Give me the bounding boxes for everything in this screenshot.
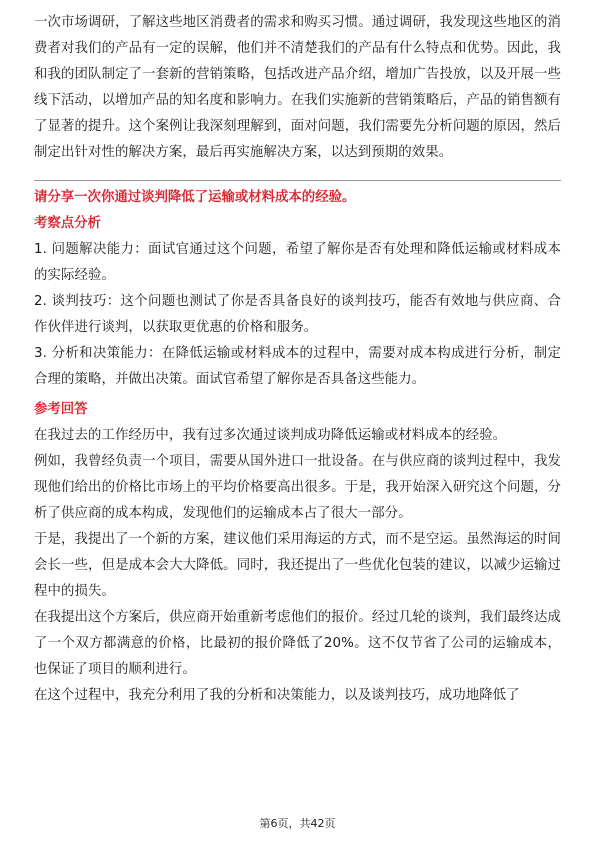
answer-paragraph: 在我过去的工作经历中，我有过多次通过谈判成功降低运输或材料成本的经验。 bbox=[34, 428, 507, 443]
question-title: 请分享一次你通过谈判降低了运输或材料成本的经验。 bbox=[34, 190, 356, 205]
section-divider bbox=[34, 180, 561, 181]
answer-paragraph: 于是，我提出了一个新的方案，建议他们采用海运的方式，而不是空运。虽然海运的时间会长一些，但是成本会大大降低。同时，我还提出了一些优化包装的建议，以减少运输过程中的损失。 bbox=[34, 532, 561, 599]
document-page bbox=[34, 10, 561, 709]
analysis-item: 1. 问题解决能力：面试官通过这个问题，希望了解你是否有处理和降低运输或材料成本的实际经验。 bbox=[34, 242, 561, 283]
page-number: 第6页，共42页 bbox=[259, 817, 336, 830]
answer-paragraph: 在我提出这个方案后，供应商开始重新考虑他们的报价。经过几轮的谈判，我们最终达成了一个双方都满意的价格，比最初的报价降低了20%。这不仅节省了公司的运输成本，也保证了项目的顺利进行。 bbox=[34, 610, 561, 677]
answer-paragraph: 在这个过程中，我充分利用了我的分析和决策能力，以及谈判技巧，成功地降低了 bbox=[34, 688, 520, 703]
analysis-heading: 考察点分析 bbox=[34, 216, 101, 231]
intro-paragraph: 一次市场调研，了解这些地区消费者的需求和购买习惯。通过调研，我发现这些地区的消费者对我们的产品有一定的误解，他们并不清楚我们的产品有什么特点和优势。因此，我和我的团队制定了一套新的营销策略，包括改进产品介绍，增加广告投放，以及开展一些线下活动，以增加产品的知名度和影响力。在我们实施新的营销策略后，产品的销售额有了显著的提升。这个案例让我深刻理解到，面对问题，我们需要先分析问题的原因，然后制定出针对性的解决方案，最后再实施解决方案，以达到预期的效果。 bbox=[34, 15, 561, 160]
answer-heading: 参考回答 bbox=[34, 402, 88, 417]
analysis-item: 2. 谈判技巧：这个问题也测试了你是否具备良好的谈判技巧，能否有效地与供应商、合作伙伴进行谈判，以获取更优惠的价格和服务。 bbox=[34, 294, 561, 335]
analysis-item: 3. 分析和决策能力：在降低运输或材料成本的过程中，需要对成本构成进行分析，制定合理的策略，并做出决策。面试官希望了解你是否具备这些能力。 bbox=[34, 346, 561, 387]
answer-paragraph: 例如，我曾经负责一个项目，需要从国外进口一批设备。在与供应商的谈判过程中，我发现他们给出的价格比市场上的平均价格要高出很多。于是，我开始深入研究这个问题，分析了供应商的成本构成，发现他们的运输成本占了很大一部分。 bbox=[34, 454, 561, 521]
